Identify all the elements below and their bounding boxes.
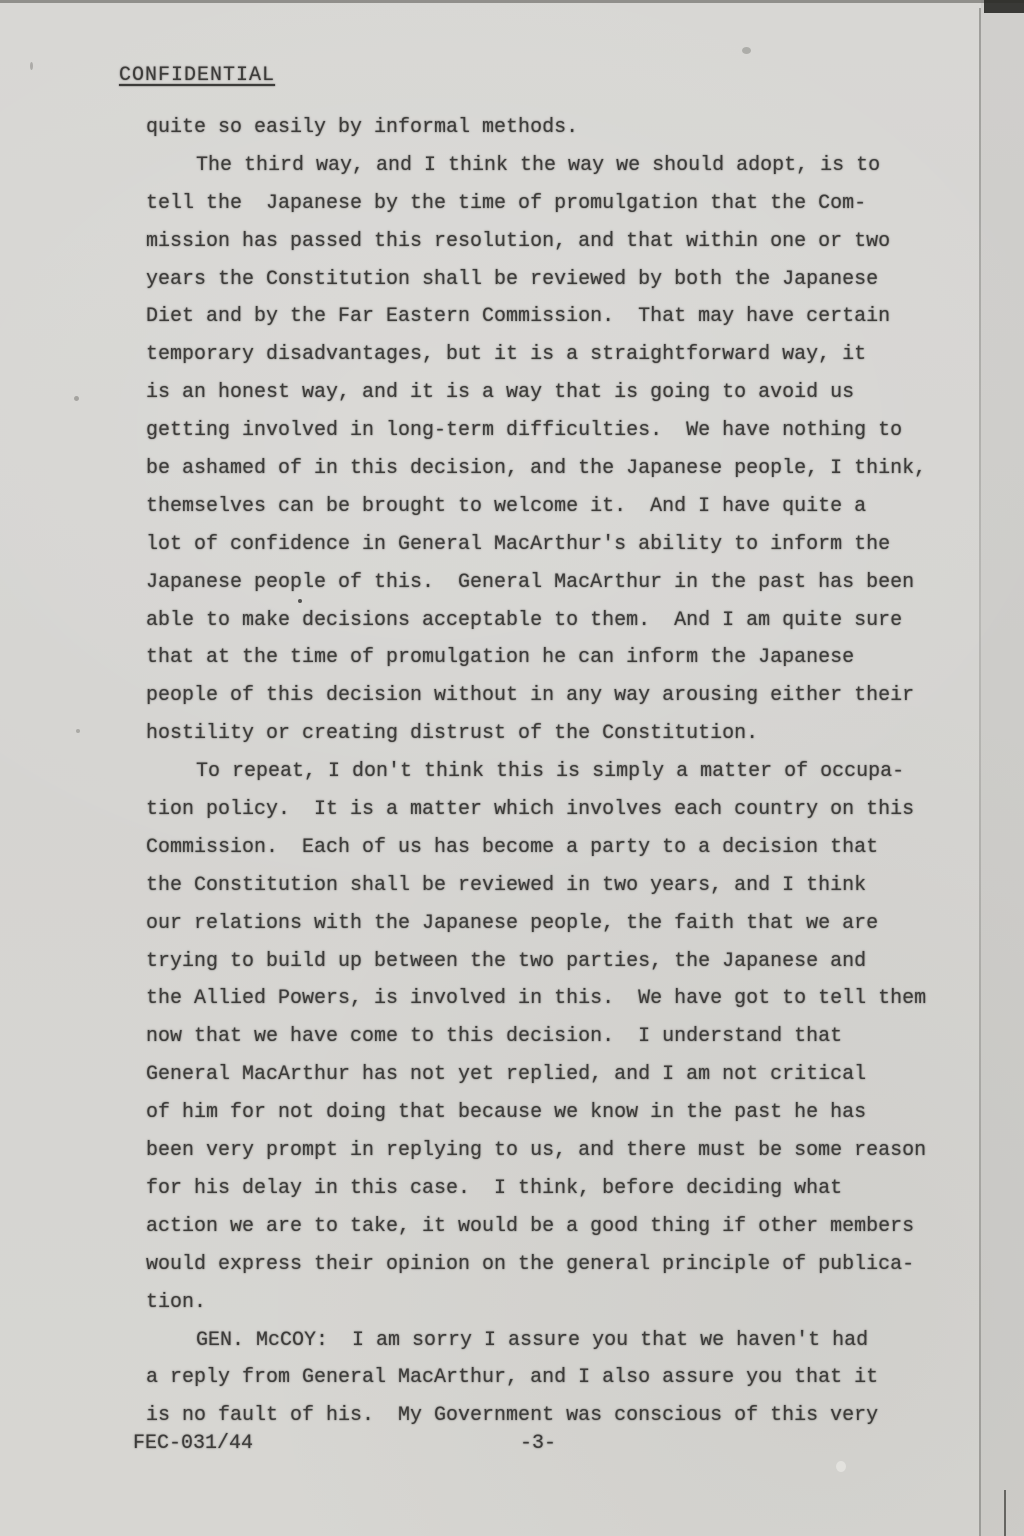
scan-bottom-right-artifact (1004, 1490, 1006, 1536)
text-line: lot of confidence in General MacArthur's ability to inform the (146, 532, 891, 556)
text-line: mission has passed this resolution, and that within one or two (146, 229, 891, 253)
text-line: GEN. McCOY: I am sorry I assure you that we haven't had (196, 1328, 869, 1352)
scan-speck (76, 729, 80, 733)
text-line: our relations with the Japanese people, the faith that we are (146, 911, 879, 935)
scan-speck (298, 599, 302, 603)
footer-doc-number: FEC-031/44 (133, 1432, 254, 1455)
text-line: now that we have come to this decision. I understand that (146, 1025, 843, 1049)
text-line: getting involved in long-term difficulties. We have nothing to (146, 419, 903, 443)
text-line: been very prompt in replying to us, and there must be some reason (146, 1139, 927, 1163)
text-line: trying to build up between the two parties, the Japanese and (146, 949, 867, 973)
scan-crease-artifact (979, 8, 981, 1536)
text-line: a reply from General MacArthur, and I also assure you that it (146, 1366, 879, 1390)
text-line: hostility or creating distrust of the Constitution. (146, 722, 759, 746)
text-line: be ashamed of in this decision, and the Japanese people, I think, (146, 457, 927, 481)
text-line: themselves can be brought to welcome it. And I have quite a (146, 494, 867, 518)
scan-top-edge-artifact (0, 0, 1024, 3)
scan-speck (30, 62, 33, 70)
scan-speck (74, 396, 79, 401)
text-line: that at the time of promulgation he can inform the Japanese (146, 646, 855, 670)
text-line: General MacArthur has not yet replied, and I am not critical (146, 1063, 867, 1087)
text-line: the Allied Powers, is involved in this. We have got to tell them (146, 987, 927, 1011)
text-line: quite so easily by informal methods. (146, 116, 579, 139)
text-line: the Constitution shall be reviewed in two years, and I think (146, 873, 867, 897)
text-line: Diet and by the Far Eastern Commission. That may have certain (146, 305, 891, 329)
document-body (146, 109, 946, 1435)
text-line: tion. (146, 1290, 207, 1314)
text-line: temporary disadvantages, but it is a straightforward way, it (146, 343, 867, 367)
text-line: people of this decision without in any way arousing either their (146, 684, 915, 708)
text-line: To repeat, I don't think this is simply a matter of occupa- (196, 760, 905, 784)
scan-right-strip-artifact (981, 0, 1024, 1536)
text-line: of him for not doing that because we know in the past he has (146, 1101, 867, 1125)
footer-page-number: -3- (520, 1432, 557, 1455)
text-line: is an honest way, and it is a way that is going to avoid us (146, 381, 855, 405)
text-line: tion policy. It is a matter which involves each country on this (146, 798, 915, 822)
text-line: for his delay in this case. I think, before deciding what (146, 1176, 843, 1200)
classification-header: CONFIDENTIAL (119, 64, 276, 87)
text-line: is no fault of his. My Government was conscious of this very (146, 1404, 879, 1428)
text-line: action we are to take, it would be a good thing if other members (146, 1214, 915, 1238)
text-line: Commission. Each of us has become a party to a decision that (146, 835, 879, 859)
text-line: Japanese people of this. General MacArthur in the past has been (146, 570, 915, 594)
text-line: able to make decisions acceptable to them. And I am quite sure (146, 608, 903, 632)
text-line: The third way, and I think the way we should adopt, is to (196, 153, 881, 177)
text-line: would express their opinion on the general principle of publica- (146, 1252, 915, 1276)
scan-speck (836, 1461, 846, 1472)
text-line: tell the Japanese by the time of promulgation that the Com- (146, 191, 867, 215)
scan-speck (742, 47, 751, 54)
text-line: years the Constitution shall be reviewed by both the Japanese (146, 267, 879, 291)
